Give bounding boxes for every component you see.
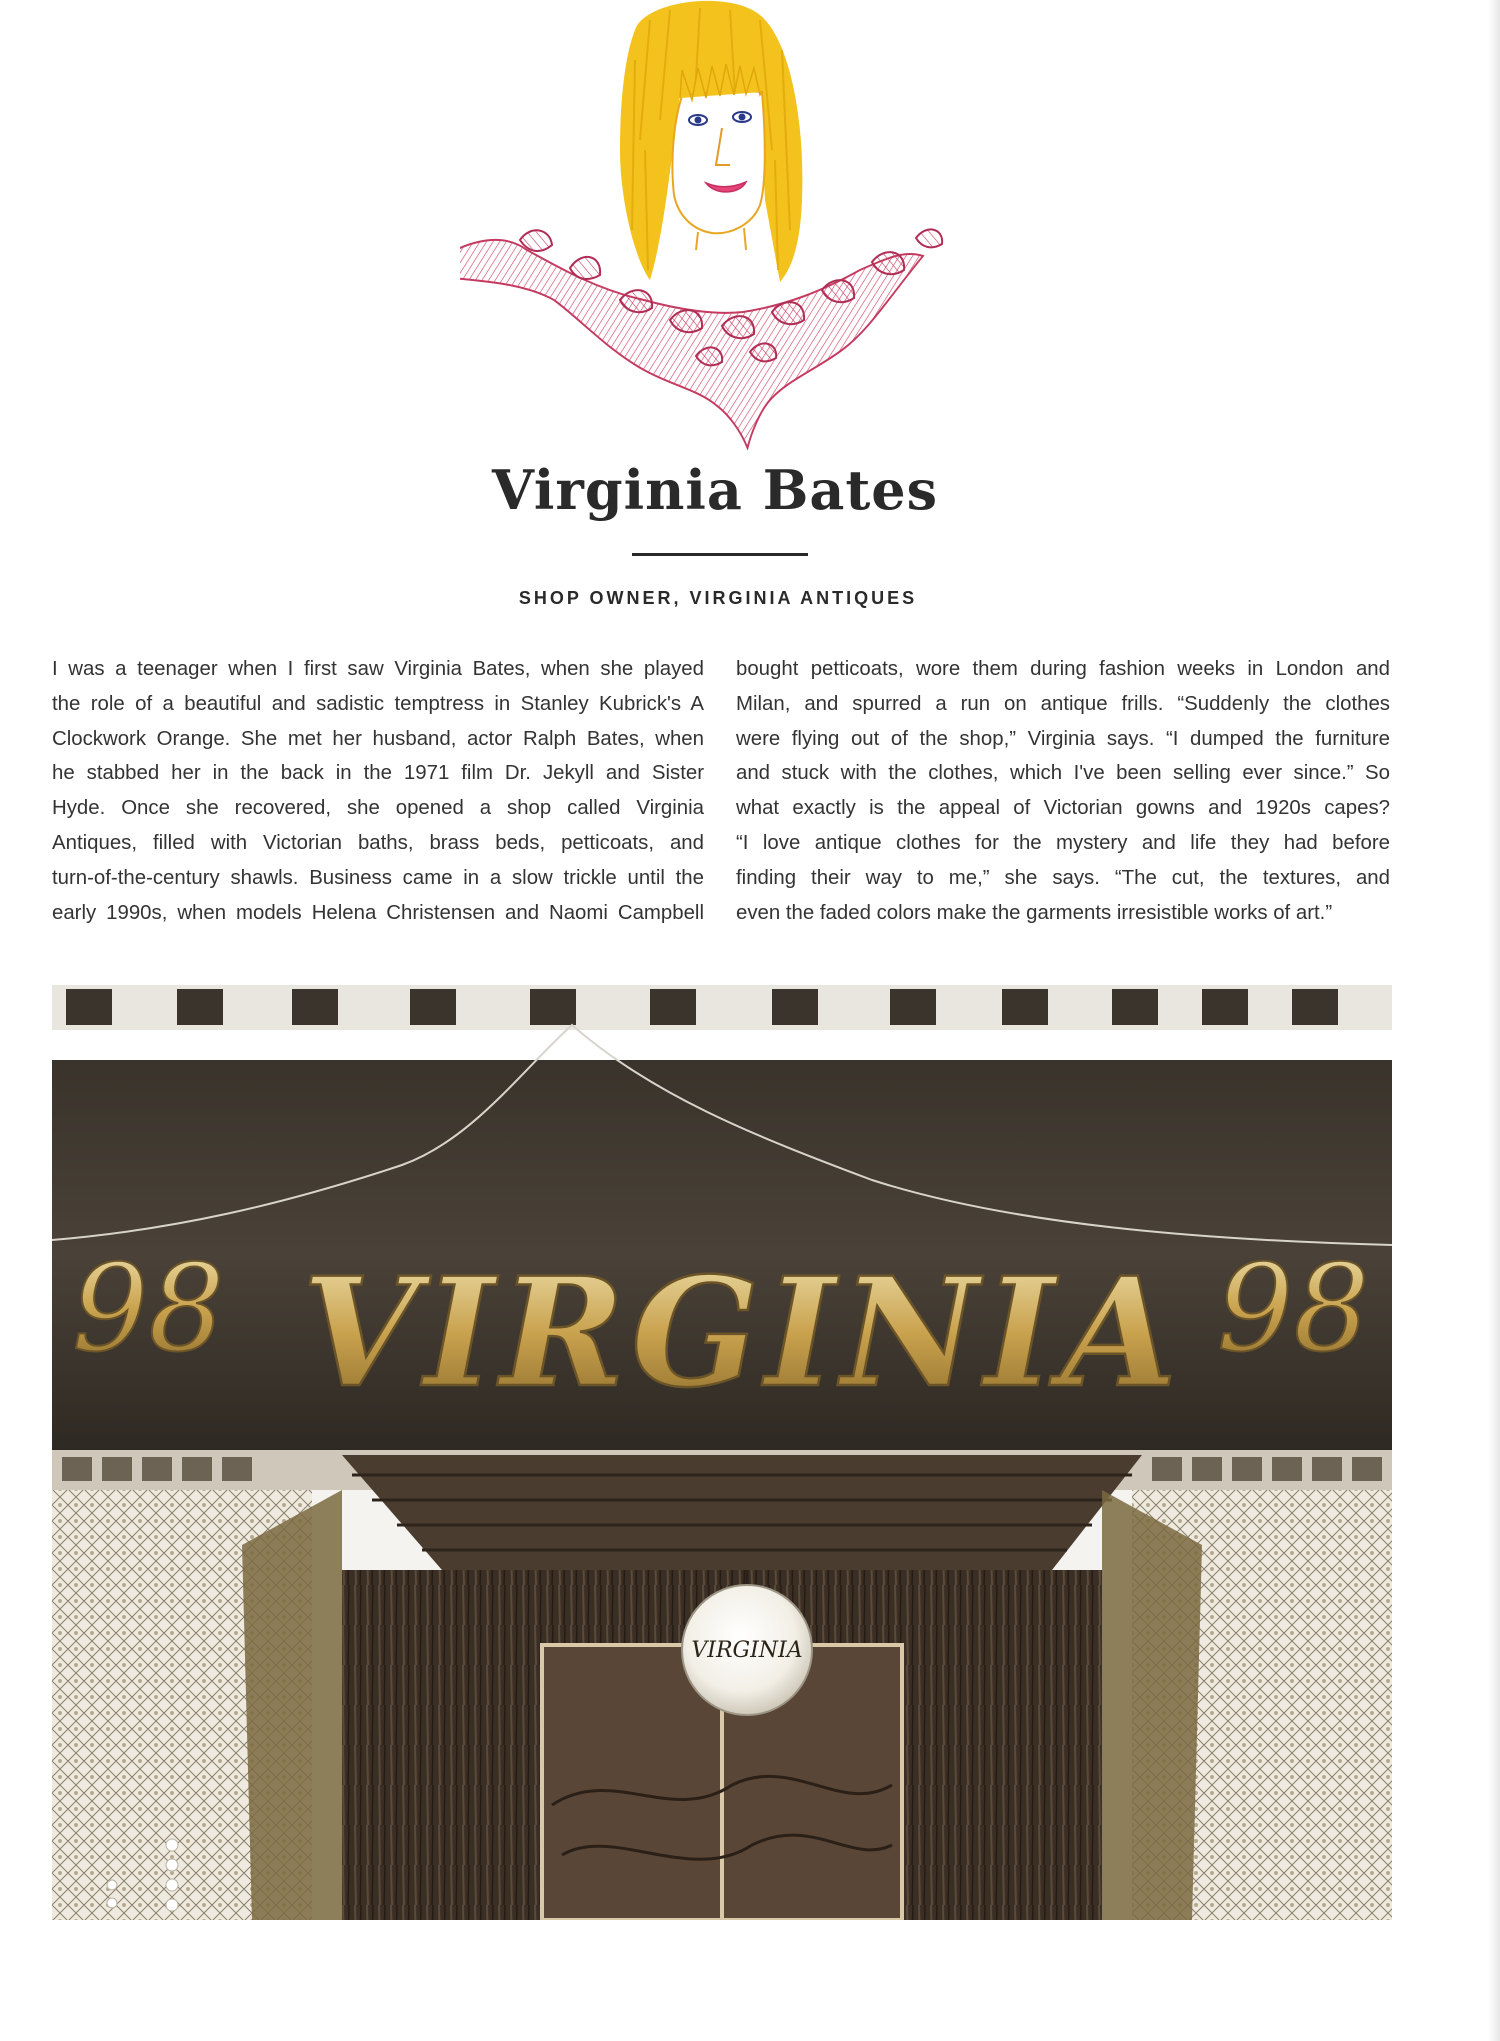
body-line: I was a teenager when I first saw Virginia Bates, when she played [52, 658, 704, 680]
virginia-bates-illustration [460, 0, 1000, 450]
storefront-photo [52, 985, 1392, 1920]
body-line: what exactly is the appeal of Victorian gowns and 1920s capes? [736, 797, 1390, 820]
body-line: turn-of-the-century shawls. Business came in a slow trickle until the [52, 866, 704, 889]
body-line: Clockwork Orange. She met her husband, actor Ralph Bates, when [52, 727, 704, 750]
svg-text:98: 98 [1217, 1240, 1370, 1379]
body-line: bought petticoats, wore them during fashion weeks in London and [736, 658, 1390, 680]
body-line: he stabbed her in the back in the 1971 film Dr. Jekyll and Sister [52, 762, 704, 785]
body-line: Milan, and spurred a run on antique frills. “Suddenly the clothes [736, 692, 1390, 715]
article-subtitle: SHOP OWNER, VIRGINIA ANTIQUES [518, 588, 918, 608]
body-line: finding their way to me,” she says. “The cut, the textures, and [736, 866, 1390, 889]
body-line: “I love antique clothes for the mystery and life they had before [736, 831, 1390, 854]
svg-text:98: 98 [72, 1240, 225, 1379]
title-divider [632, 553, 808, 556]
body-column-right [736, 652, 1390, 930]
body-column-left [52, 652, 704, 930]
globe-sign-text: VIRGINIA [691, 1638, 803, 1663]
body-line: early 1990s, when models Helena Christensen and Naomi Campbell [52, 901, 704, 924]
article-title: Virginia Bates [491, 458, 939, 522]
body-line: were flying out of the shop,” Virginia says. “I dumped the furniture [736, 727, 1390, 750]
body-line: and stuck with the clothes, which I've been selling ever since.” So [736, 762, 1390, 785]
svg-text:VIRGINIA: VIRGINIA [302, 1245, 1184, 1421]
body-line: Antiques, filled with Victorian baths, brass beds, petticoats, and [52, 831, 704, 854]
body-line: Hyde. Once she recovered, she opened a shop called Virginia [52, 797, 704, 820]
body-line: the role of a beautiful and sadistic temptress in Stanley Kubrick's A [52, 692, 704, 715]
body-line: even the faded colors make the garments irresistible works of art.” [736, 901, 1333, 924]
page-edge-shadow [1488, 0, 1500, 2041]
